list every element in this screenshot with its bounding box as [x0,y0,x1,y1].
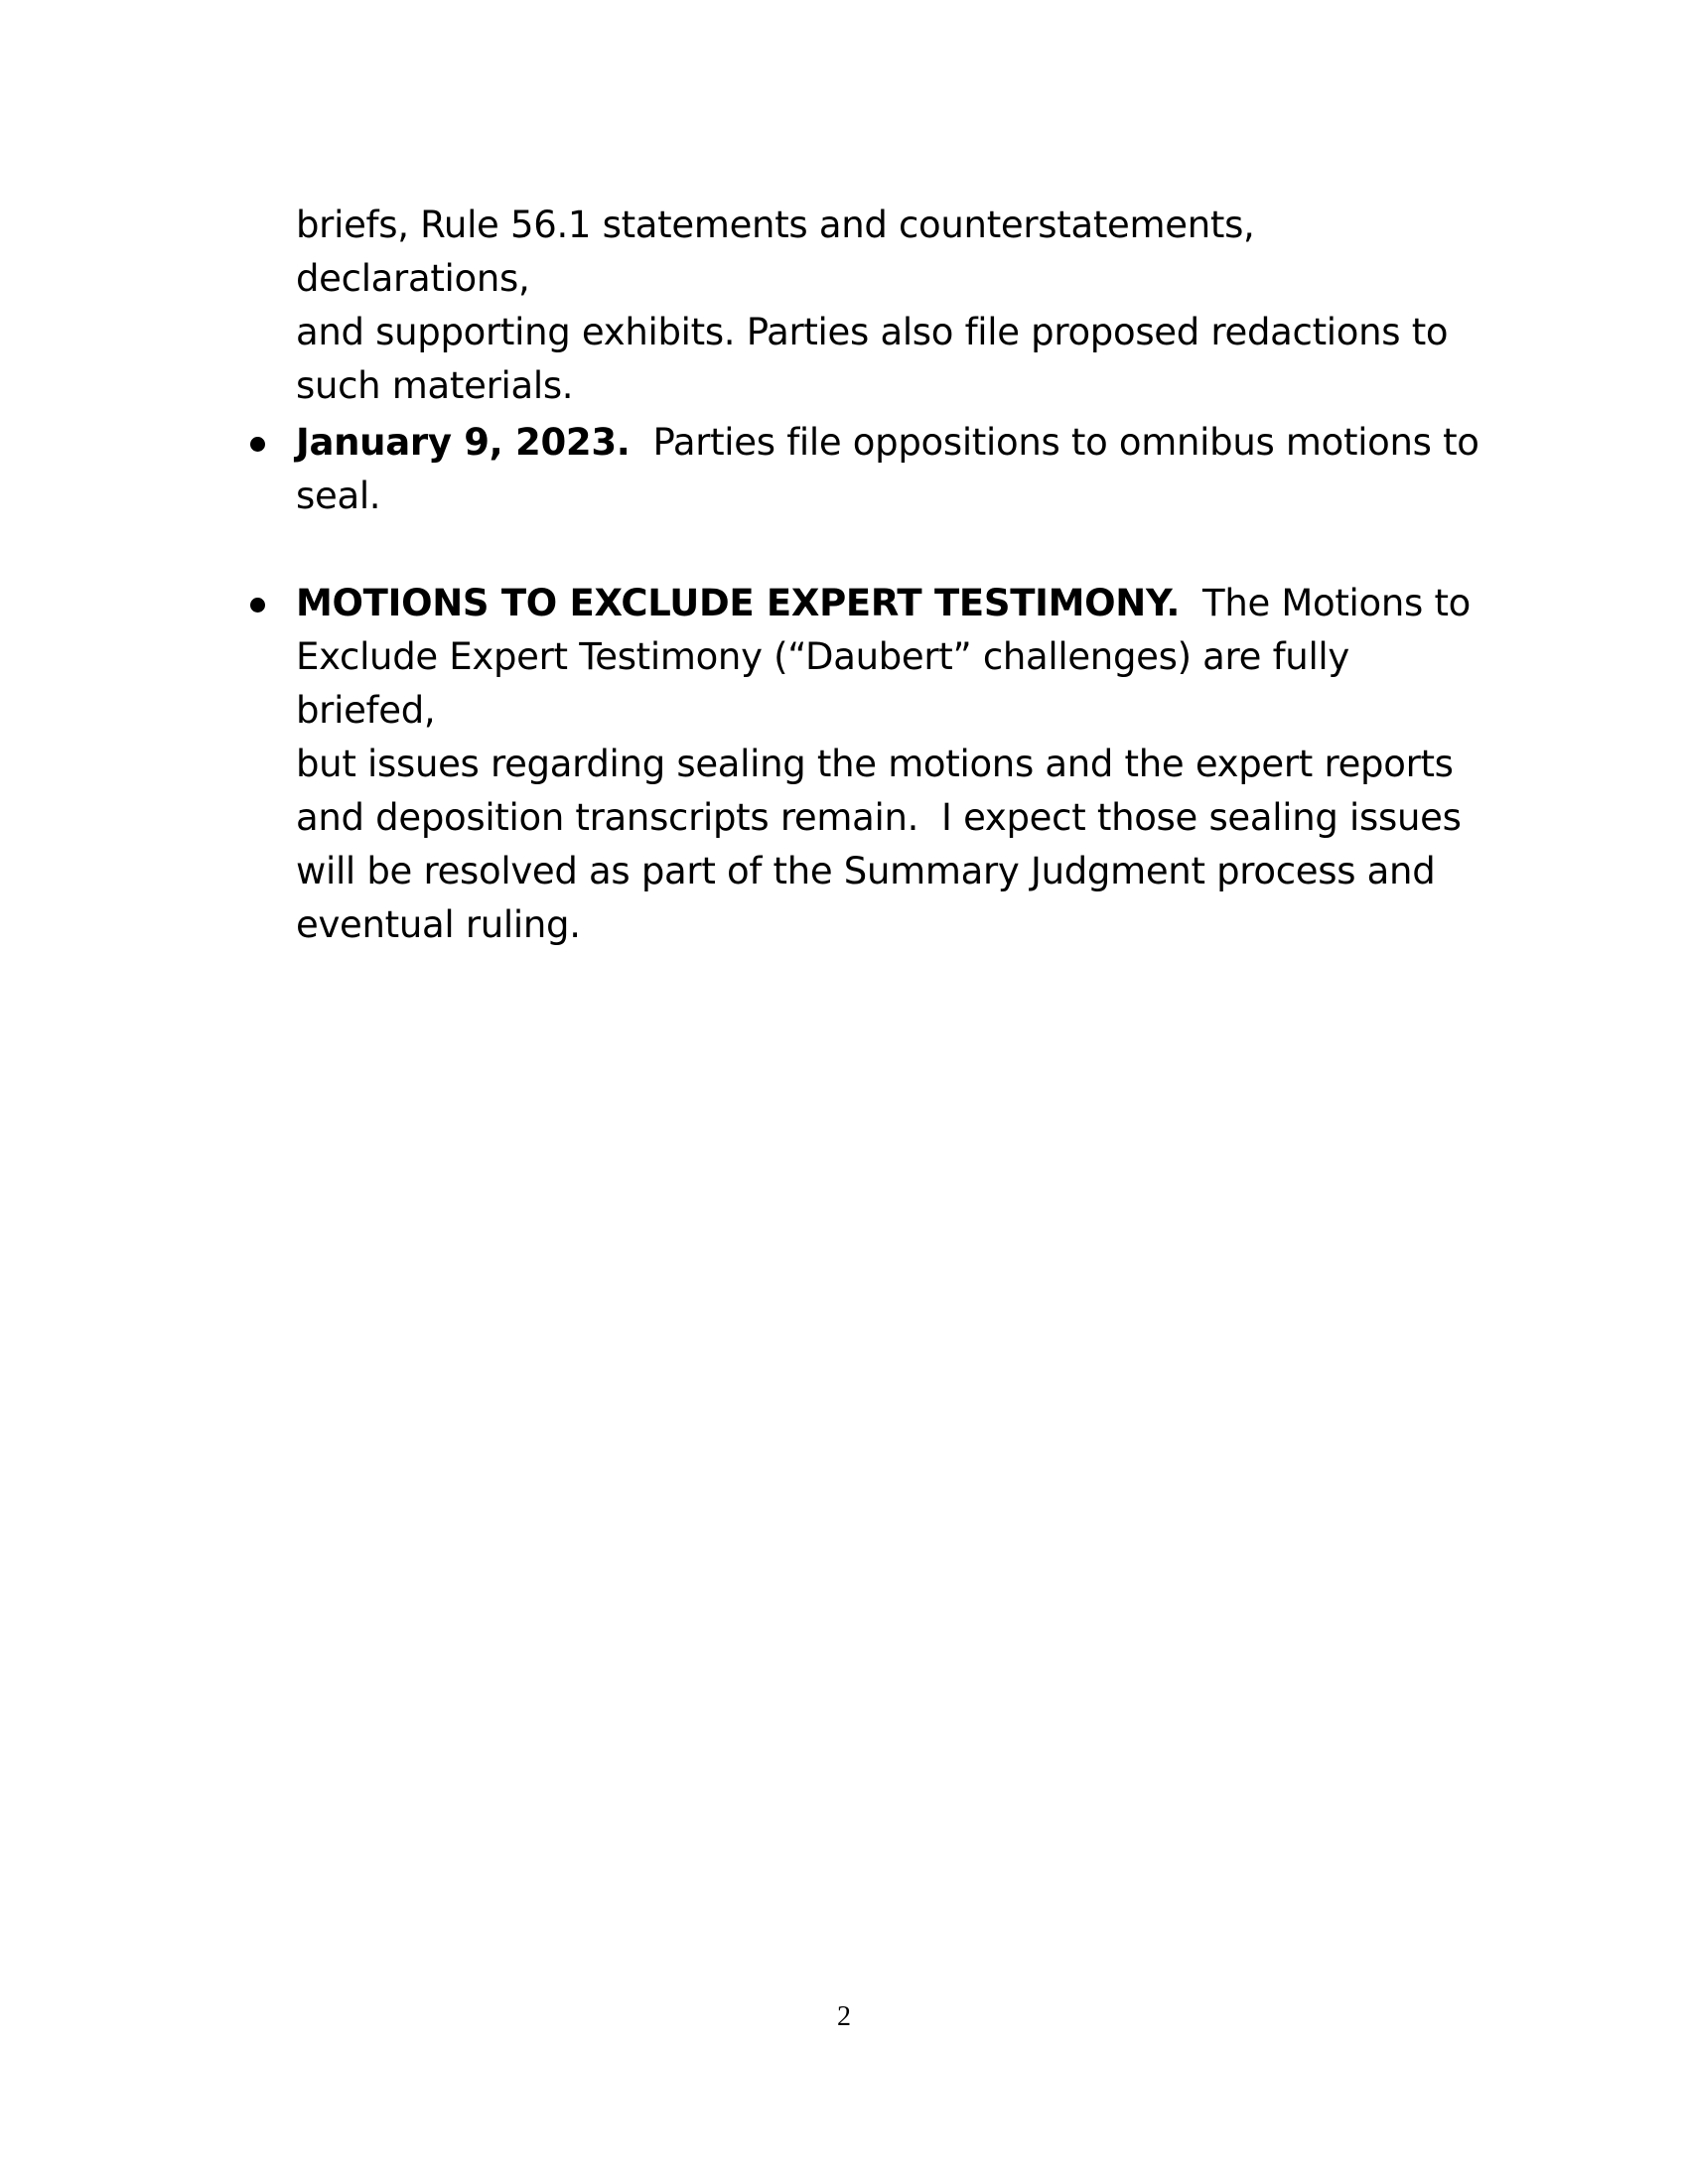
bullet-text: The Motions to [1180,582,1472,624]
bullet-item-motions-to-exclude [296,577,1487,952]
paragraph-line: but issues regarding sealing the motions and the expert reports [296,743,1454,785]
bullet-lead-heading: MOTIONS TO EXCLUDE EXPERT TESTIMONY. [296,582,1181,624]
paragraph-line: such materials. [296,364,574,407]
paragraph-line: will be resolved as part of the Summary Judgment process and [296,850,1436,892]
paragraph-line: Exclude Expert Testimony (“Daubert” challenges) are fully briefed, [296,635,1361,732]
bullet-marker [250,437,265,452]
bullet-lead-date: January 9, 2023. [296,421,631,464]
paragraph-line: and supporting exhibits. Parties also file proposed redactions to [296,311,1449,353]
bullet-item-january-9 [296,416,1487,523]
continuation-paragraph [296,199,1487,413]
bullet-marker [250,598,265,613]
bullet-text: Parties file oppositions to omnibus motions to [630,421,1479,464]
paragraph-line: eventual ruling. [296,903,581,946]
page-number: 2 [837,2001,851,2032]
paragraph-line: and deposition transcripts remain. I expect those sealing issues [296,796,1462,839]
paragraph-line: seal. [296,475,381,517]
paragraph-line: briefs, Rule 56.1 statements and counterstatements, declarations, [296,204,1266,300]
paragraph-line [296,416,1487,470]
paragraph-line [296,577,1487,630]
